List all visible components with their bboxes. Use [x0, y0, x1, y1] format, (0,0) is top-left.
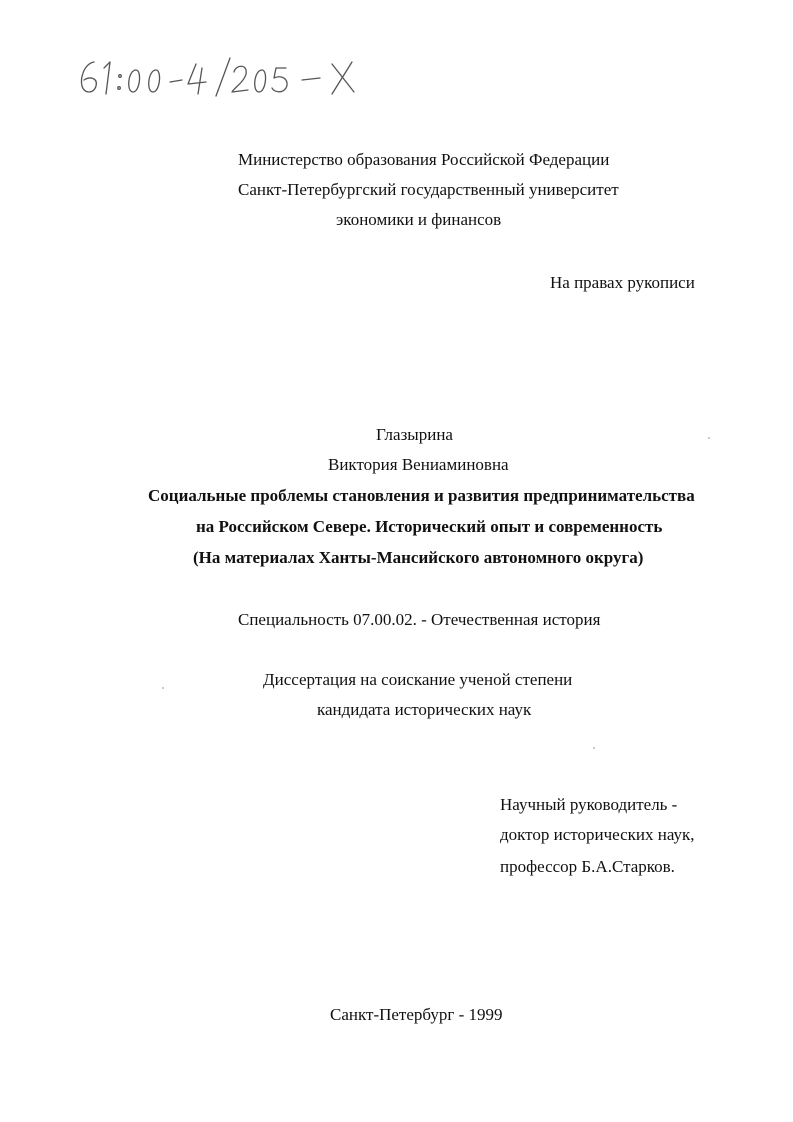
author-given-names: Виктория Вениаминовна	[328, 455, 509, 474]
scan-speck	[593, 747, 595, 749]
rights-note: На правах рукописи	[550, 273, 695, 292]
specialty: Специальность 07.00.02. - Отечественная история	[238, 610, 601, 629]
degree-line-1: Диссертация на соискание ученой степени	[263, 670, 573, 689]
author-surname: Глазырина	[376, 425, 453, 444]
supervisor-line-1: Научный руководитель -	[500, 795, 678, 814]
title-line-1: Социальные проблемы становления и развития предпринимательства	[148, 486, 695, 505]
title-line-2: на Российском Севере. Исторический опыт и современность	[196, 517, 663, 536]
title-line-3: (На материалах Ханты-Мансийского автономного округа)	[193, 548, 644, 567]
supervisor-line-3: профессор Б.А.Старков.	[500, 857, 675, 876]
degree-line-2: кандидата исторических наук	[317, 700, 532, 719]
university-line-continued: экономики и финансов	[336, 210, 502, 229]
university-line: Санкт-Петербургский государственный университет	[238, 180, 619, 199]
handwritten-archive-code	[70, 50, 400, 100]
scan-speck	[708, 437, 710, 439]
place-and-year: Санкт-Петербург - 1999	[330, 1005, 503, 1024]
supervisor-line-2: доктор исторических наук,	[500, 825, 695, 844]
scan-speck	[162, 687, 164, 689]
ministry-line: Министерство образования Российской Федерации	[238, 150, 610, 169]
